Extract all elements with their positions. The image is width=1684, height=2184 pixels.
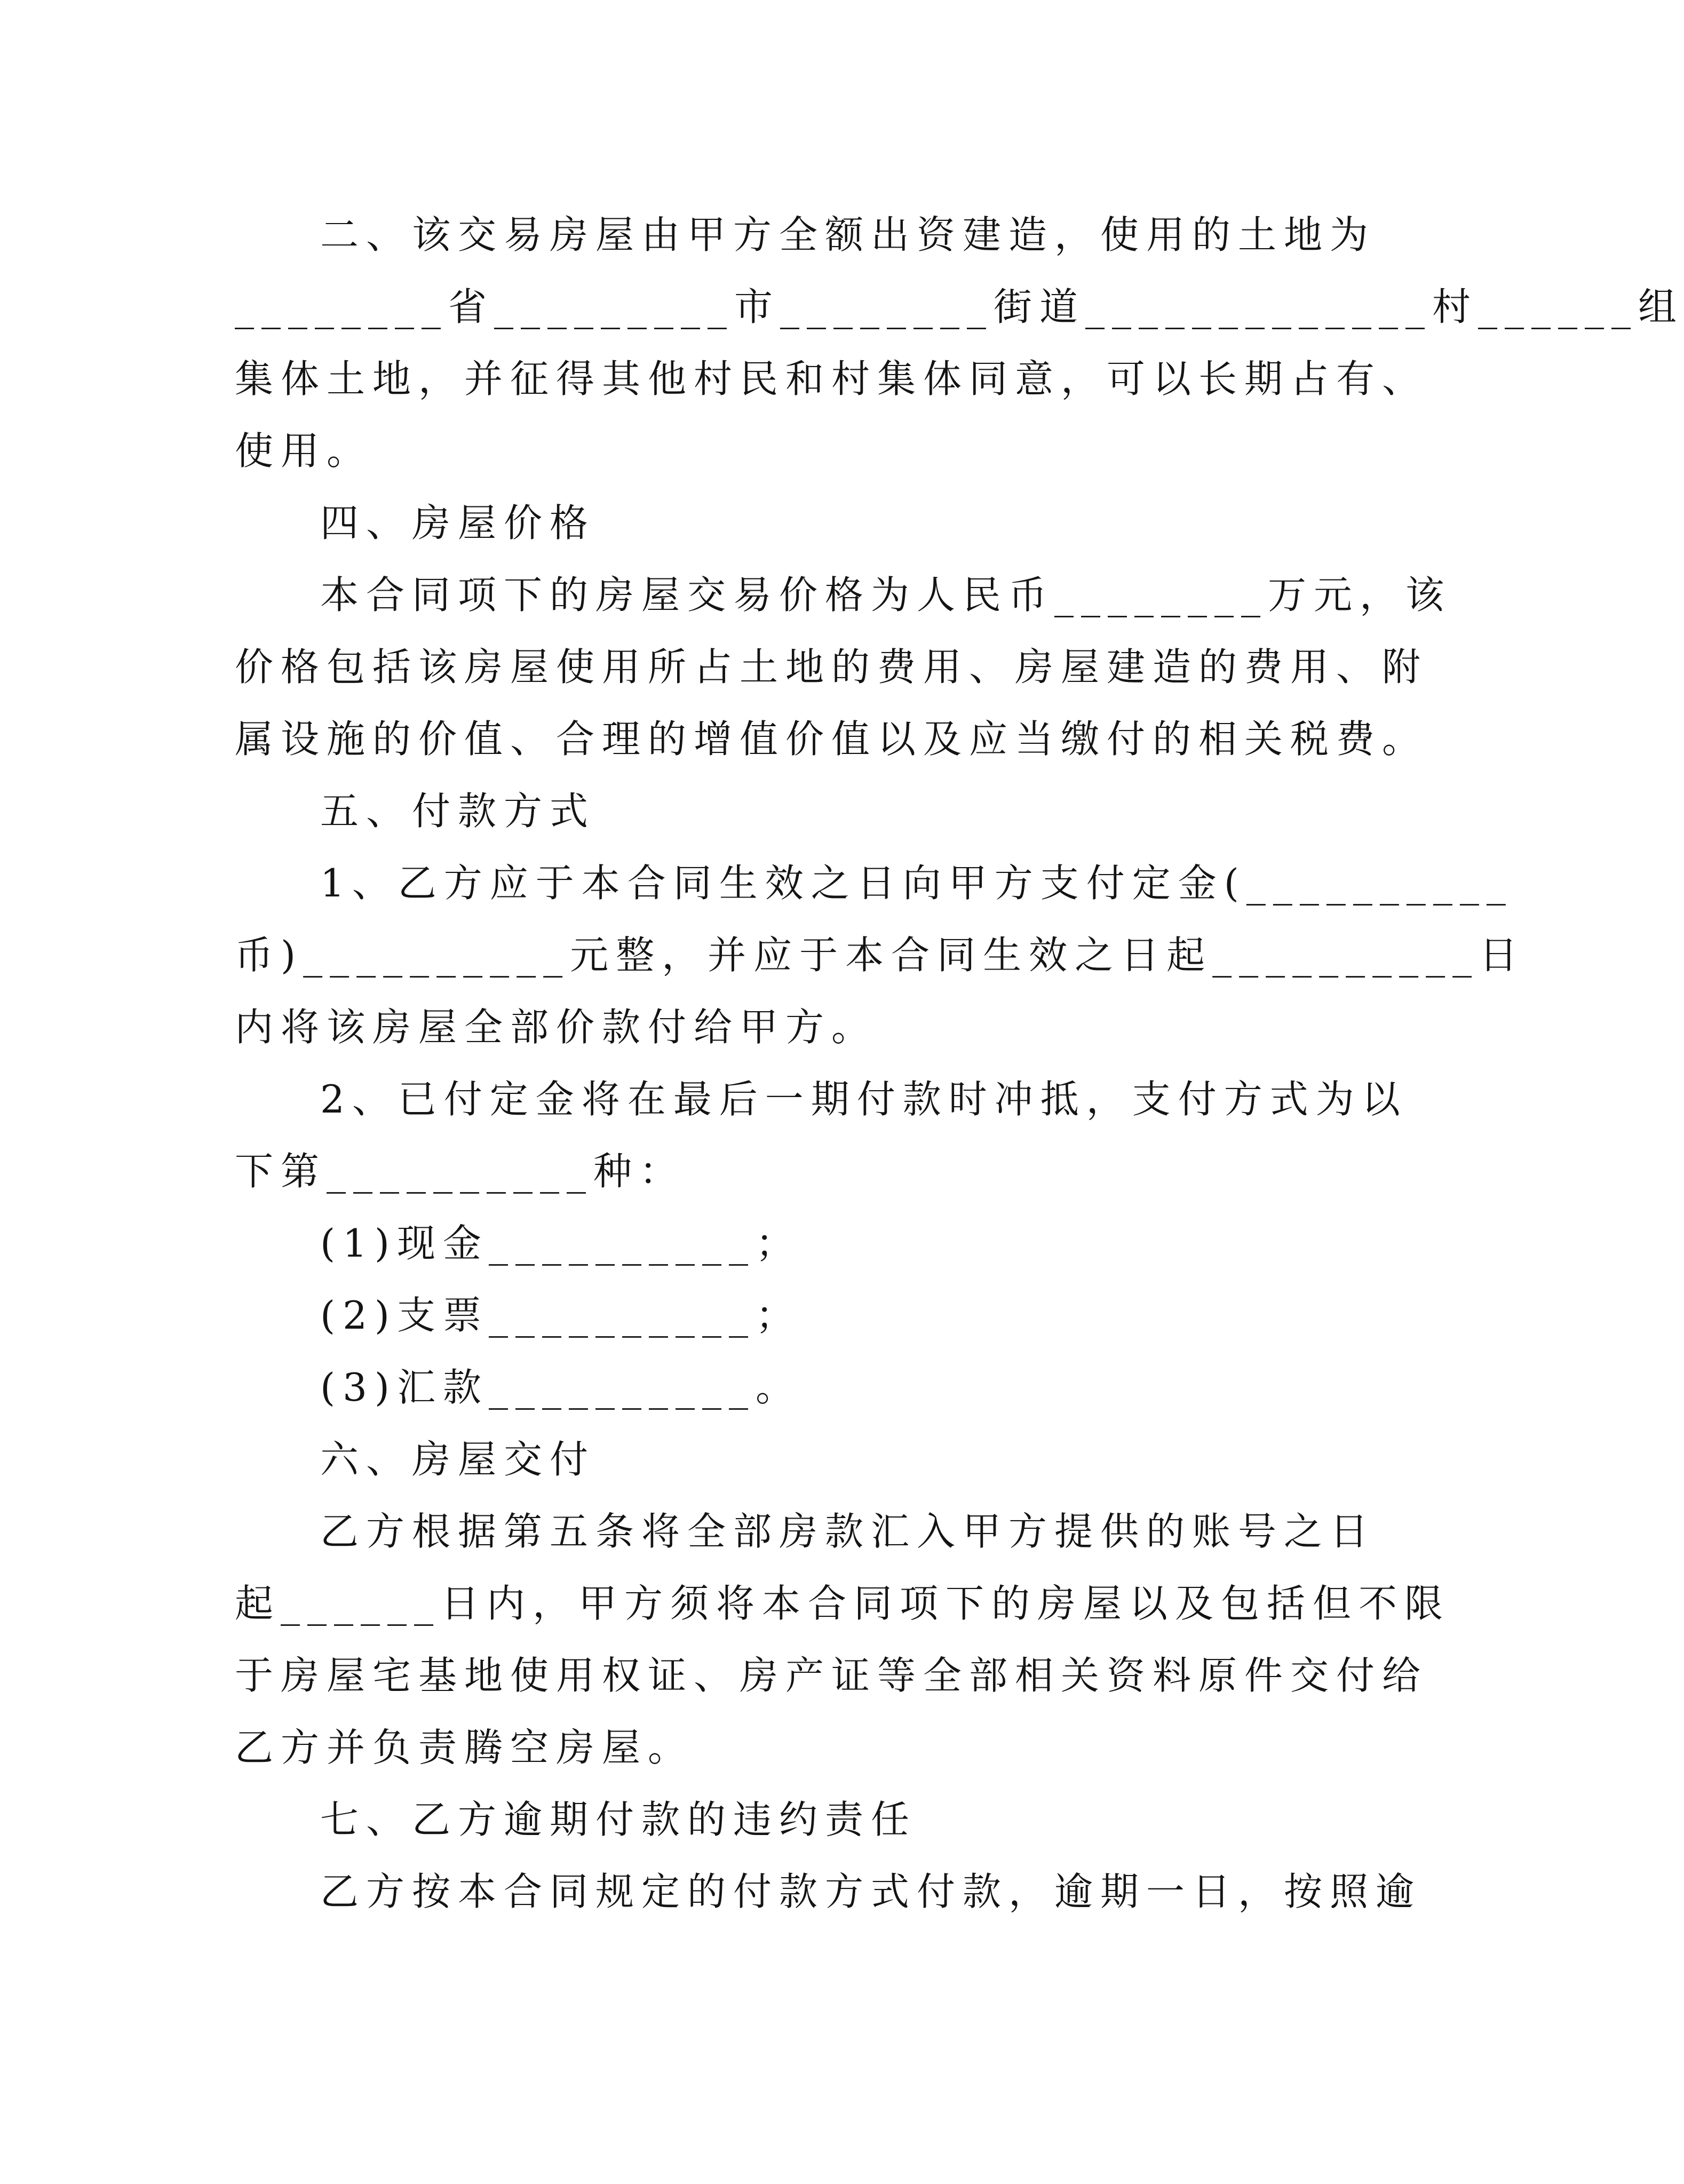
delivery-line-2: 起______日内，甲方须将本合同项下的房屋以及包括但不限 [235, 1581, 1451, 1626]
price-line-1: 本合同项下的房屋交易价格为人民币________万元，该 [320, 573, 1452, 617]
clause-two-line-2: ________省_________市________街道_____________村______组 [235, 284, 1684, 329]
delivery-line-4: 乙方并负责腾空房屋。 [235, 1725, 694, 1770]
payment-1-line-2: 币)__________元整，并应于本合同生效之日起__________日 [235, 933, 1526, 978]
price-line-2: 价格包括该房屋使用所占土地的费用、房屋建造的费用、附 [235, 645, 1428, 689]
section-heading-late-payment: 七、乙方逾期付款的违约责任 [320, 1797, 917, 1842]
payment-option-transfer: (3)汇款__________。 [320, 1365, 801, 1410]
payment-option-check: (2)支票__________； [320, 1293, 801, 1338]
clause-two-line-1: 二、该交易房屋由甲方全额出资建造，使用的土地为 [320, 212, 1376, 257]
payment-option-cash: (1)现金__________； [320, 1221, 801, 1266]
section-heading-price: 四、房屋价格 [320, 501, 596, 545]
delivery-line-1: 乙方根据第五条将全部房款汇入甲方提供的账号之日 [320, 1509, 1376, 1554]
price-line-3: 属设施的价值、合理的增值价值以及应当缴付的相关税费。 [235, 717, 1428, 761]
payment-2-line-2: 下第__________种： [235, 1149, 686, 1194]
late-payment-line-1: 乙方按本合同规定的付款方式付款，逾期一日，按照逾 [320, 1869, 1422, 1914]
clause-two-line-4: 使用。 [235, 428, 373, 473]
payment-2-line-1: 2、已付定金将在最后一期付款时冲抵，支付方式为以 [320, 1077, 1408, 1122]
section-heading-payment: 五、付款方式 [320, 789, 596, 833]
clause-two-line-3: 集体土地，并征得其他村民和村集体同意，可以长期占有、 [235, 356, 1428, 401]
payment-1-line-1: 1、乙方应于本合同生效之日向甲方支付定金(__________ [320, 861, 1513, 906]
delivery-line-3: 于房屋宅基地使用权证、房产证等全部相关资料原件交付给 [235, 1653, 1428, 1698]
section-heading-delivery: 六、房屋交付 [320, 1437, 596, 1482]
payment-1-line-3: 内将该房屋全部价款付给甲方。 [235, 1005, 878, 1050]
